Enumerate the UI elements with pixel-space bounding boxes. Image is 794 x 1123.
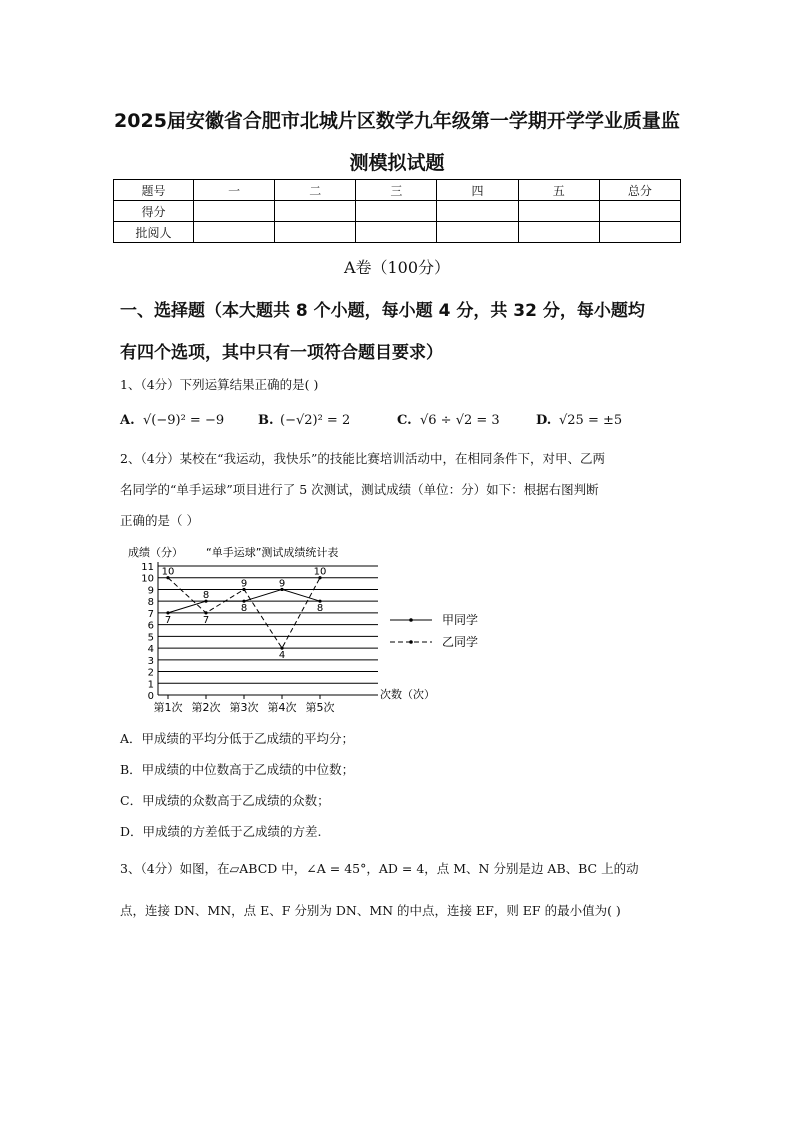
data-label: 9 — [278, 578, 286, 590]
y-tick-label: 0 — [147, 691, 154, 702]
y-tick-label: 1 — [147, 679, 154, 691]
score-line-chart — [120, 540, 500, 720]
score-cell — [356, 222, 437, 243]
chart-title: “单手运球”测试成绩统计表 — [206, 546, 339, 559]
section1-heading-line1: 一、选择题（本大题共 8 个小题，每小题 4 分，共 32 分，每小题均 — [120, 301, 645, 321]
q1-option-b-expr: (−√2)² = 2 — [280, 413, 351, 428]
data-label: 8 — [316, 603, 324, 615]
score-cell — [275, 201, 356, 222]
y-tick-label: 5 — [147, 632, 154, 644]
q1-option-c-label: C. — [397, 413, 412, 428]
legend-label: 乙同学 — [442, 635, 479, 649]
q1-option-c-expr: √6 ÷ √2 = 3 — [420, 413, 500, 428]
y-tick-label: 8 — [147, 597, 154, 609]
data-label: 9 — [240, 578, 248, 590]
question2-line1: 2、（4分）某校在“我运动，我快乐”的技能比赛培训活动中，在相同条件下，对甲、乙两 — [120, 451, 605, 466]
legend-marker — [409, 618, 413, 622]
score-table-row — [114, 201, 681, 222]
data-label: 10 — [161, 566, 175, 578]
score-table — [113, 179, 681, 243]
x-tick-label: 第1次 — [153, 701, 183, 714]
y-tick-label: 9 — [147, 585, 154, 597]
question3-line1: 3、（4分）如图，在▱ABCD 中，∠A = 45°，AD = 4，点 M、N 分别是边 AB、BC 上的动 — [120, 861, 639, 876]
question1-stem: 1、（4分）下列运算结果正确的是( ) — [120, 377, 319, 392]
chart-xlabel: 次数（次） — [380, 688, 435, 701]
score-cell — [437, 201, 518, 222]
question2-line3: 正确的是（ ） — [120, 513, 199, 528]
data-label: 10 — [313, 566, 327, 578]
score-cell — [194, 222, 275, 243]
data-label: 8 — [240, 603, 248, 615]
y-tick-label: 4 — [147, 644, 154, 656]
legend-marker — [409, 640, 413, 644]
score-cell — [599, 201, 680, 222]
score-cell — [194, 201, 275, 222]
score-cell — [275, 222, 356, 243]
data-label: 4 — [278, 650, 286, 662]
score-cell — [518, 222, 599, 243]
score-cell — [518, 201, 599, 222]
q2-option-a: A．甲成绩的平均分低于乙成绩的平均分； — [120, 731, 355, 746]
paper-title-line1: 2025届安徽省合肥市北城片区数学九年级第一学期开学学业质量监 — [114, 110, 680, 132]
x-tick-label: 第5次 — [305, 701, 335, 714]
question3-line2: 点，连接 DN、MN，点 E、F 分别为 DN、MN 的中点，连接 EF，则 EF 的最小值为( ) — [120, 903, 621, 918]
score-header-cell: 四 — [437, 180, 518, 201]
x-tick-label: 第2次 — [191, 701, 221, 714]
score-header-cell: 二 — [275, 180, 356, 201]
y-tick-label: 11 — [141, 562, 154, 573]
score-header-cell: 总分 — [599, 180, 680, 201]
data-label: 7 — [202, 614, 210, 626]
q1-option-a-expr: √(−9)² = −9 — [143, 413, 225, 428]
score-table-header-row — [114, 180, 681, 201]
score-cell — [356, 201, 437, 222]
y-tick-label: 10 — [141, 573, 154, 585]
score-row-label: 批阅人 — [114, 222, 194, 243]
score-header-cell: 五 — [518, 180, 599, 201]
score-table-row — [114, 222, 681, 243]
q2-option-c: C．甲成绩的众数高于乙成绩的众数； — [120, 793, 330, 808]
data-label: 8 — [202, 590, 210, 602]
question2-line2: 名同学的“单手运球”项目进行了 5 次测试，测试成绩（单位：分）如下：根据右图判断 — [120, 482, 599, 497]
section1-heading-line2: 有四个选项，其中只有一项符合题目要求） — [120, 343, 443, 363]
section-heading-juan: A卷（100分） — [343, 258, 451, 277]
score-cell — [599, 222, 680, 243]
q1-option-d-expr: √25 = ±5 — [559, 413, 623, 428]
score-cell — [437, 222, 518, 243]
q1-option-a-label: A. — [120, 413, 135, 428]
score-header-cell: 题号 — [114, 180, 194, 201]
q1-option-b-label: B. — [258, 413, 274, 428]
q2-option-b: B．甲成绩的中位数高于乙成绩的中位数； — [120, 762, 355, 777]
data-label: 7 — [164, 614, 172, 626]
q1-option-d-label: D. — [536, 413, 552, 428]
score-header-cell: 一 — [194, 180, 275, 201]
y-tick-label: 2 — [147, 667, 154, 679]
y-tick-label: 7 — [147, 608, 154, 620]
chart-ylabel: 成绩（分） — [128, 546, 183, 559]
x-tick-label: 第4次 — [267, 701, 297, 714]
y-tick-label: 3 — [147, 655, 154, 667]
score-row-label: 得分 — [114, 201, 194, 222]
x-tick-label: 第3次 — [229, 701, 259, 714]
q2-option-d: D．甲成绩的方差低于乙成绩的方差. — [120, 824, 322, 839]
paper-title-line2: 测模拟试题 — [349, 152, 445, 174]
score-header-cell: 三 — [356, 180, 437, 201]
y-tick-label: 6 — [147, 620, 154, 632]
legend-label: 甲同学 — [442, 613, 479, 627]
